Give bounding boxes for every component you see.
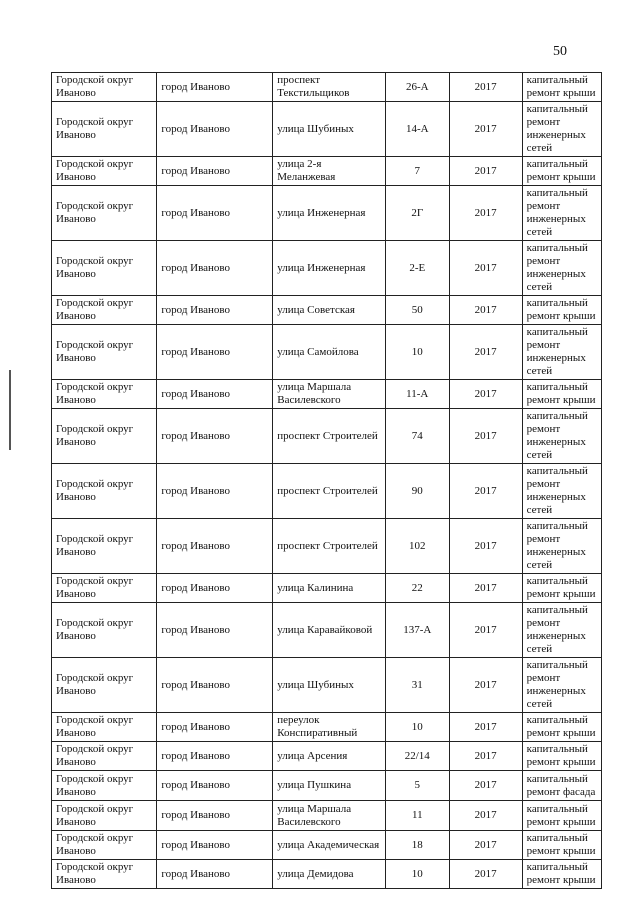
cell-year: 2017	[449, 771, 522, 801]
table-row	[52, 658, 602, 713]
cell-work: капитальный ремонт крыши	[522, 73, 601, 102]
table-row	[52, 519, 602, 574]
cell-year: 2017	[449, 519, 522, 574]
cell-city: город Иваново	[157, 860, 273, 889]
cell-district: Городской округ Иваново	[52, 296, 157, 325]
cell-city: город Иваново	[157, 574, 273, 603]
cell-work: капитальный ремонт крыши	[522, 296, 601, 325]
cell-city: город Иваново	[157, 771, 273, 801]
cell-street: улица Калинина	[273, 574, 386, 603]
table-row	[52, 296, 602, 325]
cell-district: Городской округ Иваново	[52, 713, 157, 742]
cell-street: проспект Строителей	[273, 409, 386, 464]
cell-work: капитальный ремонт инженерных сетей	[522, 409, 601, 464]
cell-street: улица Арсения	[273, 742, 386, 771]
cell-district: Городской округ Иваново	[52, 409, 157, 464]
cell-house: 14-А	[385, 102, 449, 157]
cell-house: 5	[385, 771, 449, 801]
cell-city: город Иваново	[157, 519, 273, 574]
cell-house: 22/14	[385, 742, 449, 771]
cell-street: улица Пушкина	[273, 771, 386, 801]
cell-house: 7	[385, 157, 449, 186]
cell-year: 2017	[449, 860, 522, 889]
cell-work: капитальный ремонт крыши	[522, 574, 601, 603]
cell-work: капитальный ремонт инженерных сетей	[522, 603, 601, 658]
cell-city: город Иваново	[157, 296, 273, 325]
cell-street: улица Академическая	[273, 831, 386, 860]
table-row	[52, 713, 602, 742]
cell-year: 2017	[449, 73, 522, 102]
cell-street: улица Шубиных	[273, 658, 386, 713]
table-row	[52, 574, 602, 603]
cell-city: город Иваново	[157, 801, 273, 831]
page-number: 50	[553, 44, 567, 59]
cell-street: улица Самойлова	[273, 325, 386, 380]
cell-work: капитальный ремонт инженерных сетей	[522, 241, 601, 296]
cell-house: 50	[385, 296, 449, 325]
cell-city: город Иваново	[157, 325, 273, 380]
table-row	[52, 325, 602, 380]
cell-district: Городской округ Иваново	[52, 464, 157, 519]
cell-district: Городской округ Иваново	[52, 157, 157, 186]
cell-city: город Иваново	[157, 186, 273, 241]
scan-margin-mark	[9, 370, 11, 450]
cell-house: 74	[385, 409, 449, 464]
cell-street: улица Демидова	[273, 860, 386, 889]
cell-district: Городской округ Иваново	[52, 519, 157, 574]
cell-work: капитальный ремонт инженерных сетей	[522, 102, 601, 157]
cell-district: Городской округ Иваново	[52, 771, 157, 801]
cell-district: Городской округ Иваново	[52, 831, 157, 860]
cell-street: улица Маршала Василевского	[273, 801, 386, 831]
cell-city: город Иваново	[157, 157, 273, 186]
cell-city: город Иваново	[157, 102, 273, 157]
cell-district: Городской округ Иваново	[52, 801, 157, 831]
cell-street: улица Каравайковой	[273, 603, 386, 658]
cell-district: Городской округ Иваново	[52, 574, 157, 603]
cell-house: 102	[385, 519, 449, 574]
cell-house: 22	[385, 574, 449, 603]
cell-district: Городской округ Иваново	[52, 73, 157, 102]
cell-district: Городской округ Иваново	[52, 742, 157, 771]
cell-district: Городской округ Иваново	[52, 860, 157, 889]
table-row	[52, 241, 602, 296]
cell-work: капитальный ремонт крыши	[522, 831, 601, 860]
table-row	[52, 742, 602, 771]
cell-house: 137-А	[385, 603, 449, 658]
cell-work: капитальный ремонт крыши	[522, 713, 601, 742]
cell-work: капитальный ремонт инженерных сетей	[522, 464, 601, 519]
cell-year: 2017	[449, 603, 522, 658]
cell-work: капитальный ремонт инженерных сетей	[522, 186, 601, 241]
cell-house: 10	[385, 860, 449, 889]
cell-city: город Иваново	[157, 464, 273, 519]
cell-city: город Иваново	[157, 241, 273, 296]
cell-city: город Иваново	[157, 831, 273, 860]
cell-house: 10	[385, 325, 449, 380]
cell-work: капитальный ремонт крыши	[522, 380, 601, 409]
cell-city: город Иваново	[157, 658, 273, 713]
cell-street: переулок Конспиративный	[273, 713, 386, 742]
cell-year: 2017	[449, 658, 522, 713]
cell-street: улица Советская	[273, 296, 386, 325]
cell-house: 2-Е	[385, 241, 449, 296]
repair-schedule-table	[51, 72, 602, 889]
cell-city: город Иваново	[157, 409, 273, 464]
cell-city: город Иваново	[157, 742, 273, 771]
cell-year: 2017	[449, 713, 522, 742]
cell-street: улица Инженерная	[273, 241, 386, 296]
cell-house: 11-А	[385, 380, 449, 409]
cell-district: Городской округ Иваново	[52, 380, 157, 409]
cell-work: капитальный ремонт инженерных сетей	[522, 658, 601, 713]
cell-year: 2017	[449, 380, 522, 409]
cell-year: 2017	[449, 409, 522, 464]
cell-city: город Иваново	[157, 713, 273, 742]
table-row	[52, 186, 602, 241]
cell-district: Городской округ Иваново	[52, 241, 157, 296]
cell-district: Городской округ Иваново	[52, 186, 157, 241]
cell-year: 2017	[449, 464, 522, 519]
cell-year: 2017	[449, 102, 522, 157]
cell-work: капитальный ремонт крыши	[522, 860, 601, 889]
cell-street: проспект Текстильщиков	[273, 73, 386, 102]
cell-year: 2017	[449, 241, 522, 296]
table-row	[52, 801, 602, 831]
cell-year: 2017	[449, 186, 522, 241]
cell-city: город Иваново	[157, 603, 273, 658]
table-row	[52, 464, 602, 519]
cell-year: 2017	[449, 325, 522, 380]
cell-year: 2017	[449, 831, 522, 860]
cell-house: 2Г	[385, 186, 449, 241]
table-row	[52, 860, 602, 889]
cell-district: Городской округ Иваново	[52, 325, 157, 380]
cell-work: капитальный ремонт инженерных сетей	[522, 519, 601, 574]
table-row	[52, 831, 602, 860]
cell-work: капитальный ремонт инженерных сетей	[522, 325, 601, 380]
cell-city: город Иваново	[157, 73, 273, 102]
cell-street: улица Инженерная	[273, 186, 386, 241]
cell-district: Городской округ Иваново	[52, 603, 157, 658]
cell-street: проспект Строителей	[273, 519, 386, 574]
table-row	[52, 771, 602, 801]
table-row	[52, 603, 602, 658]
cell-street: улица Шубиных	[273, 102, 386, 157]
cell-year: 2017	[449, 801, 522, 831]
cell-year: 2017	[449, 296, 522, 325]
cell-district: Городской округ Иваново	[52, 102, 157, 157]
cell-year: 2017	[449, 157, 522, 186]
table-row	[52, 157, 602, 186]
cell-work: капитальный ремонт крыши	[522, 742, 601, 771]
table-row	[52, 73, 602, 102]
cell-work: капитальный ремонт крыши	[522, 157, 601, 186]
cell-year: 2017	[449, 574, 522, 603]
table-row	[52, 102, 602, 157]
table-row	[52, 380, 602, 409]
cell-house: 26-А	[385, 73, 449, 102]
cell-house: 90	[385, 464, 449, 519]
cell-house: 11	[385, 801, 449, 831]
cell-house: 31	[385, 658, 449, 713]
cell-city: город Иваново	[157, 380, 273, 409]
cell-house: 10	[385, 713, 449, 742]
cell-street: проспект Строителей	[273, 464, 386, 519]
cell-year: 2017	[449, 742, 522, 771]
cell-work: капитальный ремонт крыши	[522, 801, 601, 831]
cell-street: улица Маршала Василевского	[273, 380, 386, 409]
cell-house: 18	[385, 831, 449, 860]
cell-district: Городской округ Иваново	[52, 658, 157, 713]
cell-work: капитальный ремонт фасада	[522, 771, 601, 801]
table-row	[52, 409, 602, 464]
cell-street: улица 2-я Меланжевая	[273, 157, 386, 186]
